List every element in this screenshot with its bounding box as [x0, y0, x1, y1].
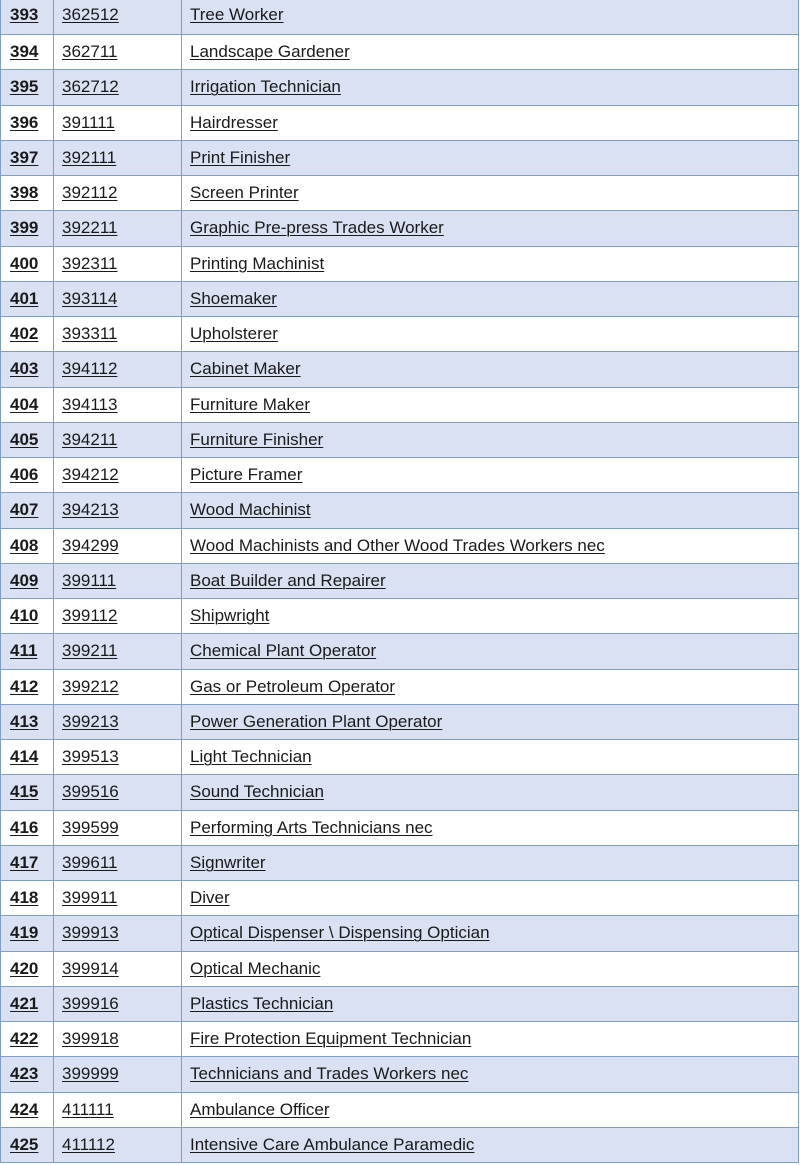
anzsco-code-link[interactable]: 411112: [62, 1134, 115, 1154]
row-number-link[interactable]: 402: [10, 324, 39, 344]
row-number-link[interactable]: 406: [10, 465, 39, 485]
table-cell: [54, 599, 182, 634]
table-row: [1, 105, 799, 140]
table-cell: [54, 986, 182, 1021]
occupation-title-link[interactable]: Sound Technician: [190, 782, 324, 802]
anzsco-code-link[interactable]: 392311: [62, 253, 118, 273]
row-number-link[interactable]: 410: [10, 606, 39, 626]
occupation-title-link[interactable]: Technicians and Trades Workers nec: [190, 1064, 469, 1084]
table-cell: [182, 281, 799, 316]
anzsco-code-link[interactable]: 399599: [62, 817, 119, 837]
table-cell: [182, 845, 799, 880]
table-cell: [54, 176, 182, 211]
anzsco-code-link[interactable]: 399111: [62, 570, 117, 590]
row-number-link[interactable]: 397: [10, 147, 39, 167]
table-cell: [1, 1127, 54, 1162]
occupation-title-link[interactable]: Printing Machinist: [190, 253, 325, 273]
occupation-title-link[interactable]: Wood Machinists and Other Wood Trades Workers nec: [190, 535, 605, 555]
anzsco-code-link[interactable]: 362712: [62, 77, 119, 97]
table-row: [1, 458, 799, 493]
table-cell: [54, 740, 182, 775]
anzsco-code-link[interactable]: 362512: [62, 4, 119, 24]
table-row: [1, 669, 799, 704]
table-cell: [54, 1057, 182, 1092]
occupation-title-link[interactable]: Diver: [190, 888, 230, 908]
occupation-title-link[interactable]: Plastics Technician: [190, 993, 334, 1013]
table-cell: [182, 599, 799, 634]
anzsco-code-link[interactable]: 399516: [62, 782, 119, 802]
table-cell: [1, 105, 54, 140]
anzsco-code-link[interactable]: 399513: [62, 747, 119, 767]
table-row: [1, 281, 799, 316]
table-cell: [1, 387, 54, 422]
table-cell: [1, 35, 54, 70]
anzsco-code-link[interactable]: 394212: [62, 465, 119, 485]
occupation-title-link[interactable]: Performing Arts Technicians nec: [190, 817, 433, 837]
table-cell: [1, 281, 54, 316]
table-row: [1, 352, 799, 387]
table-cell: [54, 951, 182, 986]
occupation-title-link[interactable]: Signwriter: [190, 852, 266, 872]
anzsco-code-link[interactable]: 399212: [62, 676, 119, 696]
occupation-table-body: [1, 0, 799, 1163]
table-row: [1, 740, 799, 775]
anzsco-code-link[interactable]: 399916: [62, 993, 119, 1013]
table-cell: [182, 775, 799, 810]
row-number-link[interactable]: 396: [10, 112, 39, 132]
table-cell: [182, 1092, 799, 1127]
occupation-title-link[interactable]: Fire Protection Equipment Technician: [190, 1029, 472, 1049]
anzsco-code-link[interactable]: 399918: [62, 1029, 119, 1049]
table-row: [1, 0, 799, 35]
anzsco-code-link[interactable]: 362711: [62, 42, 118, 62]
anzsco-code-link[interactable]: 399999: [62, 1064, 119, 1084]
table-cell: [1, 704, 54, 739]
row-number-link[interactable]: 414: [10, 747, 39, 767]
row-number-link[interactable]: 401: [10, 288, 39, 308]
occupation-title-link[interactable]: Intensive Care Ambulance Paramedic: [190, 1134, 475, 1154]
table-cell: [1, 140, 54, 175]
table-row: [1, 528, 799, 563]
table-cell: [54, 845, 182, 880]
table-row: [1, 599, 799, 634]
table-cell: [54, 211, 182, 246]
row-number-link[interactable]: 409: [10, 570, 39, 590]
table-row: [1, 563, 799, 598]
table-cell: [54, 775, 182, 810]
table-cell: [54, 0, 182, 35]
row-number-link[interactable]: 421: [10, 993, 39, 1013]
table-row: [1, 881, 799, 916]
anzsco-code-link[interactable]: 391111: [62, 112, 115, 132]
row-number-link[interactable]: 422: [10, 1029, 39, 1049]
table-cell: [182, 881, 799, 916]
table-cell: [182, 563, 799, 598]
occupation-title-link[interactable]: Optical Mechanic: [190, 958, 321, 978]
table-cell: [182, 1057, 799, 1092]
table-cell: [54, 563, 182, 598]
occupation-title-link[interactable]: Shipwright: [190, 606, 270, 626]
table-row: [1, 1092, 799, 1127]
table-cell: [54, 352, 182, 387]
row-number-link[interactable]: 417: [10, 852, 39, 872]
table-cell: [1, 458, 54, 493]
anzsco-code-link[interactable]: 399911: [62, 888, 118, 908]
occupation-title-link[interactable]: Upholsterer: [190, 324, 278, 344]
table-cell: [54, 105, 182, 140]
table-cell: [182, 916, 799, 951]
table-cell: [1, 0, 54, 35]
table-cell: [182, 70, 799, 105]
anzsco-code-link[interactable]: 393311: [62, 324, 118, 344]
table-cell: [1, 951, 54, 986]
table-cell: [182, 176, 799, 211]
table-row: [1, 845, 799, 880]
table-cell: [54, 916, 182, 951]
table-cell: [182, 140, 799, 175]
occupation-title-link[interactable]: Light Technician: [190, 747, 312, 767]
table-row: [1, 986, 799, 1021]
occupation-title-link[interactable]: Shoemaker: [190, 288, 277, 308]
table-row: [1, 916, 799, 951]
table-cell: [182, 528, 799, 563]
table-row: [1, 1127, 799, 1162]
table-cell: [182, 105, 799, 140]
occupation-title-link[interactable]: Gas or Petroleum Operator: [190, 676, 396, 696]
table-cell: [182, 810, 799, 845]
table-cell: [182, 317, 799, 352]
anzsco-code-link[interactable]: 392211: [62, 218, 118, 238]
table-cell: [1, 599, 54, 634]
row-number-link[interactable]: 418: [10, 888, 39, 908]
occupation-title-link[interactable]: Wood Machinist: [190, 500, 311, 520]
row-number-link[interactable]: 415: [10, 782, 39, 802]
table-row: [1, 176, 799, 211]
occupation-title-link[interactable]: Optical Dispenser \ Dispensing Optician: [190, 923, 490, 943]
table-cell: [1, 669, 54, 704]
table-cell: [182, 352, 799, 387]
table-cell: [1, 528, 54, 563]
row-number-link[interactable]: 399: [10, 218, 39, 238]
row-number-link[interactable]: 413: [10, 711, 39, 731]
table-cell: [182, 1127, 799, 1162]
occupation-title-link[interactable]: Picture Framer: [190, 465, 303, 485]
table-cell: [54, 70, 182, 105]
table-cell: [1, 1057, 54, 1092]
table-cell: [1, 317, 54, 352]
table-row: [1, 493, 799, 528]
table-cell: [182, 493, 799, 528]
table-row: [1, 70, 799, 105]
table-cell: [1, 810, 54, 845]
row-number-link[interactable]: 408: [10, 535, 39, 555]
row-number-link[interactable]: 393: [10, 4, 39, 24]
table-cell: [54, 281, 182, 316]
anzsco-code-link[interactable]: 399112: [62, 606, 118, 626]
occupation-title-link[interactable]: Irrigation Technician: [190, 77, 341, 97]
anzsco-code-link[interactable]: 394211: [62, 429, 118, 449]
anzsco-code-link[interactable]: 399213: [62, 711, 119, 731]
table-cell: [1, 916, 54, 951]
table-row: [1, 246, 799, 281]
table-cell: [54, 1022, 182, 1057]
table-cell: [54, 810, 182, 845]
table-cell: [54, 669, 182, 704]
row-number-link[interactable]: 412: [10, 676, 39, 696]
table-cell: [1, 70, 54, 105]
table-cell: [54, 1092, 182, 1127]
table-cell: [1, 1092, 54, 1127]
row-number-link[interactable]: 405: [10, 429, 39, 449]
table-row: [1, 775, 799, 810]
occupation-title-link[interactable]: Furniture Maker: [190, 394, 310, 414]
row-number-link[interactable]: 411: [10, 641, 38, 661]
row-number-link[interactable]: 416: [10, 817, 39, 837]
table-cell: [54, 528, 182, 563]
anzsco-code-link[interactable]: 399914: [62, 958, 119, 978]
occupation-title-link[interactable]: Boat Builder and Repairer: [190, 570, 386, 590]
table-cell: [182, 669, 799, 704]
table-cell: [54, 422, 182, 457]
anzsco-code-link[interactable]: 392111: [62, 147, 117, 167]
table-row: [1, 35, 799, 70]
table-row: [1, 704, 799, 739]
table-cell: [182, 387, 799, 422]
anzsco-code-link[interactable]: 399211: [62, 641, 118, 661]
table-cell: [182, 211, 799, 246]
table-cell: [54, 246, 182, 281]
anzsco-code-link[interactable]: 399913: [62, 923, 119, 943]
table-cell: [1, 845, 54, 880]
table-cell: [1, 634, 54, 669]
row-number-link[interactable]: 419: [10, 923, 39, 943]
table-cell: [54, 1127, 182, 1162]
table-cell: [1, 740, 54, 775]
table-cell: [182, 634, 799, 669]
anzsco-code-link[interactable]: 393114: [62, 288, 118, 308]
table-cell: [54, 35, 182, 70]
table-row: [1, 317, 799, 352]
table-cell: [182, 458, 799, 493]
table-row: [1, 951, 799, 986]
table-row: [1, 810, 799, 845]
table-cell: [1, 563, 54, 598]
table-cell: [54, 387, 182, 422]
row-number-link[interactable]: 400: [10, 253, 39, 273]
table-cell: [182, 35, 799, 70]
occupation-title-link[interactable]: Landscape Gardener: [190, 42, 350, 62]
occupation-title-link[interactable]: Power Generation Plant Operator: [190, 711, 443, 731]
row-number-link[interactable]: 407: [10, 500, 39, 520]
table-cell: [1, 1022, 54, 1057]
occupation-title-link[interactable]: Screen Printer: [190, 183, 299, 203]
table-cell: [54, 493, 182, 528]
table-cell: [54, 317, 182, 352]
table-cell: [1, 986, 54, 1021]
table-cell: [182, 951, 799, 986]
row-number-link[interactable]: 420: [10, 958, 39, 978]
table-cell: [1, 211, 54, 246]
anzsco-code-link[interactable]: 394213: [62, 500, 119, 520]
row-number-link[interactable]: 424: [10, 1099, 39, 1119]
table-row: [1, 211, 799, 246]
anzsco-code-link[interactable]: 394299: [62, 535, 119, 555]
anzsco-code-link[interactable]: 392112: [62, 183, 118, 203]
table-cell: [182, 986, 799, 1021]
table-cell: [54, 634, 182, 669]
table-row: [1, 1057, 799, 1092]
table-cell: [182, 246, 799, 281]
row-number-link[interactable]: 404: [10, 394, 39, 414]
table-row: [1, 387, 799, 422]
anzsco-code-link[interactable]: 411111: [62, 1099, 114, 1119]
row-number-link[interactable]: 394: [10, 42, 39, 62]
table-cell: [54, 140, 182, 175]
table-cell: [54, 458, 182, 493]
table-cell: [182, 1022, 799, 1057]
row-number-link[interactable]: 403: [10, 359, 39, 379]
table-row: [1, 140, 799, 175]
occupation-title-link[interactable]: Tree Worker: [190, 4, 284, 24]
table-cell: [1, 352, 54, 387]
row-number-link[interactable]: 423: [10, 1064, 39, 1084]
table-cell: [54, 881, 182, 916]
table-cell: [54, 704, 182, 739]
row-number-link[interactable]: 425: [10, 1134, 39, 1154]
table-cell: [1, 422, 54, 457]
occupation-title-link[interactable]: Print Finisher: [190, 147, 291, 167]
occupation-title-link[interactable]: Hairdresser: [190, 112, 278, 132]
row-number-link[interactable]: 395: [10, 77, 39, 97]
table-cell: [182, 740, 799, 775]
table-cell: [1, 881, 54, 916]
table-row: [1, 422, 799, 457]
anzsco-code-link[interactable]: 394113: [62, 394, 118, 414]
occupation-title-link[interactable]: Furniture Finisher: [190, 429, 324, 449]
anzsco-code-link[interactable]: 399611: [62, 852, 118, 872]
table-cell: [1, 493, 54, 528]
table-cell: [1, 246, 54, 281]
table-cell: [182, 704, 799, 739]
table-cell: [1, 775, 54, 810]
table-cell: [182, 422, 799, 457]
row-number-link[interactable]: 398: [10, 183, 39, 203]
table-cell: [1, 176, 54, 211]
table-cell: [182, 0, 799, 35]
occupation-title-link[interactable]: Cabinet Maker: [190, 359, 301, 379]
occupation-title-link[interactable]: Chemical Plant Operator: [190, 641, 377, 661]
occupation-title-link[interactable]: Ambulance Officer: [190, 1099, 330, 1119]
table-row: [1, 1022, 799, 1057]
table-row: [1, 634, 799, 669]
anzsco-code-link[interactable]: 394112: [62, 359, 118, 379]
occupation-title-link[interactable]: Graphic Pre-press Trades Worker: [190, 218, 444, 238]
